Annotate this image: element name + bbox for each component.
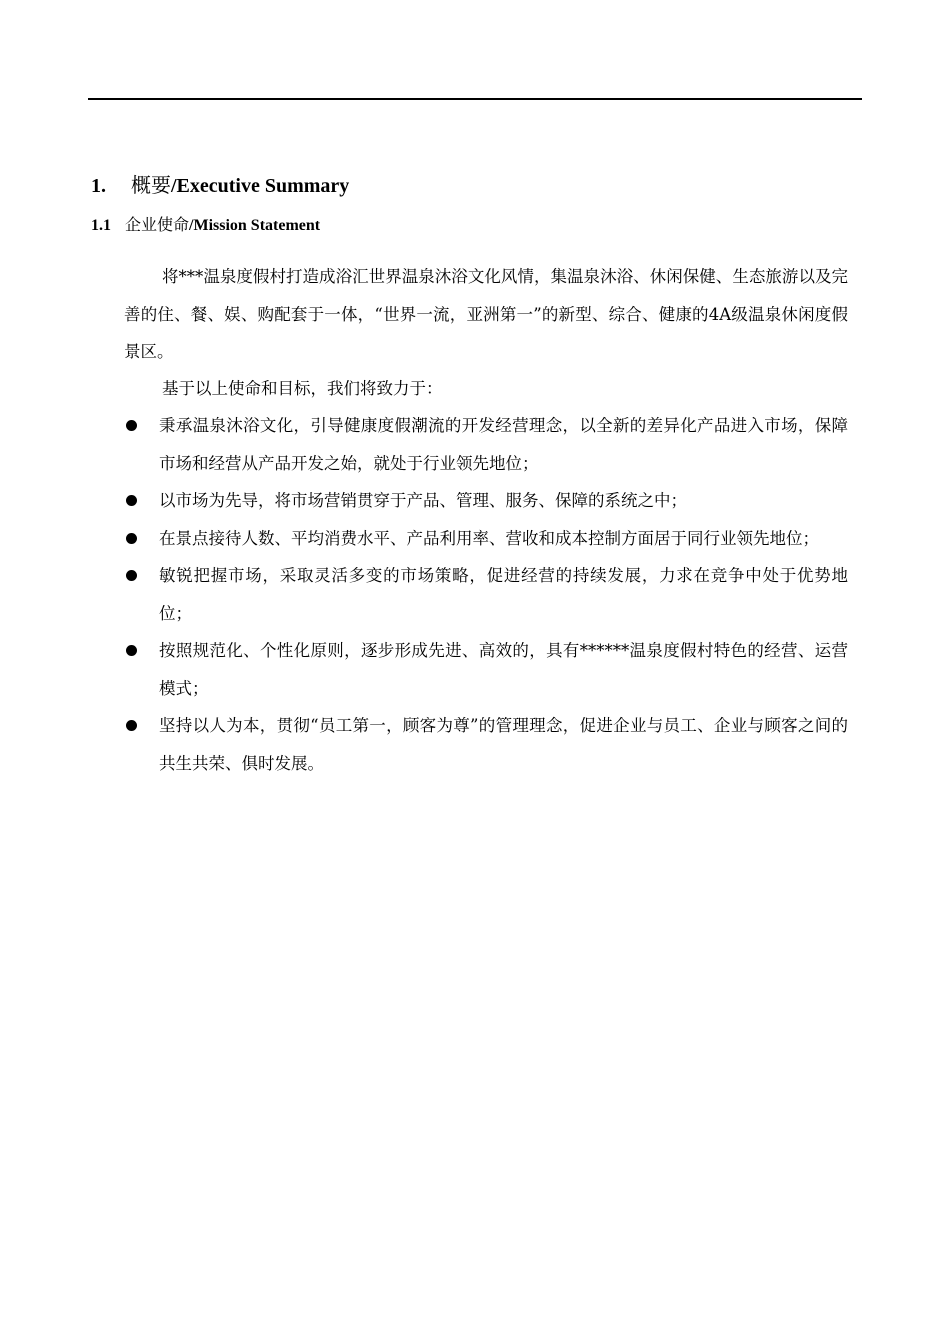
bullet-icon <box>126 645 137 656</box>
list-item <box>124 557 848 632</box>
bullet-icon <box>126 420 137 431</box>
bullet-icon <box>126 495 137 506</box>
list-item <box>124 520 848 558</box>
subsection-heading <box>91 213 320 238</box>
subsection-number: 1.1 <box>91 217 111 234</box>
bullet-icon <box>126 533 137 544</box>
list-item <box>124 632 848 707</box>
list-item-text: 按照规范化、个性化原则，逐步形成先进、高效的，具有******温泉度假村特色的经营、运营模式； <box>159 641 848 698</box>
subsection-title-en: /Mission Statement <box>189 217 321 234</box>
section-heading <box>91 171 349 200</box>
section-title-en: /Executive Summary <box>171 175 350 197</box>
list-item <box>124 407 848 482</box>
subsection-title-cn: 企业使命 <box>125 215 190 234</box>
list-item <box>124 707 848 782</box>
list-item-text: 秉承温泉沐浴文化，引导健康度假潮流的开发经营理念，以全新的差异化产品进入市场，保障市场和经营从产品开发之始，就处于行业领先地位； <box>159 416 848 473</box>
bullet-icon <box>126 720 137 731</box>
list-item-text: 以市场为先导，将市场营销贯穿于产品、管理、服务、保障的系统之中； <box>159 491 687 510</box>
bullet-icon <box>126 570 137 581</box>
list-item-text: 在景点接待人数、平均消费水平、产品利用率、营收和成本控制方面居于同行业领先地位； <box>159 528 819 548</box>
header-rule <box>88 98 862 100</box>
commitment-list <box>124 407 848 782</box>
mission-paragraph: 将***温泉度假村打造成浴汇世界温泉沐浴文化风情，集温泉沐浴、休闲保健、生态旅游以及完善的住、餐、娱、购配套于一体，“世界一流，亚洲第一”的新型、综合、健康的4A级温泉休闲度假景区。 <box>124 267 848 361</box>
intro-paragraph: 基于以上使命和目标，我们将致力于： <box>162 379 443 398</box>
list-item-text: 敏锐把握市场，采取灵活多变的市场策略，促进经营的持续发展，力求在竞争中处于优势地位； <box>159 566 848 623</box>
section-title-cn: 概要 <box>131 173 171 197</box>
list-item-text: 坚持以人为本，贯彻“员工第一，顾客为尊”的管理理念，促进企业与员工、企业与顾客之间的共生共荣、俱时发展。 <box>159 716 848 773</box>
section-number: 1. <box>91 175 106 197</box>
list-item <box>124 482 848 520</box>
